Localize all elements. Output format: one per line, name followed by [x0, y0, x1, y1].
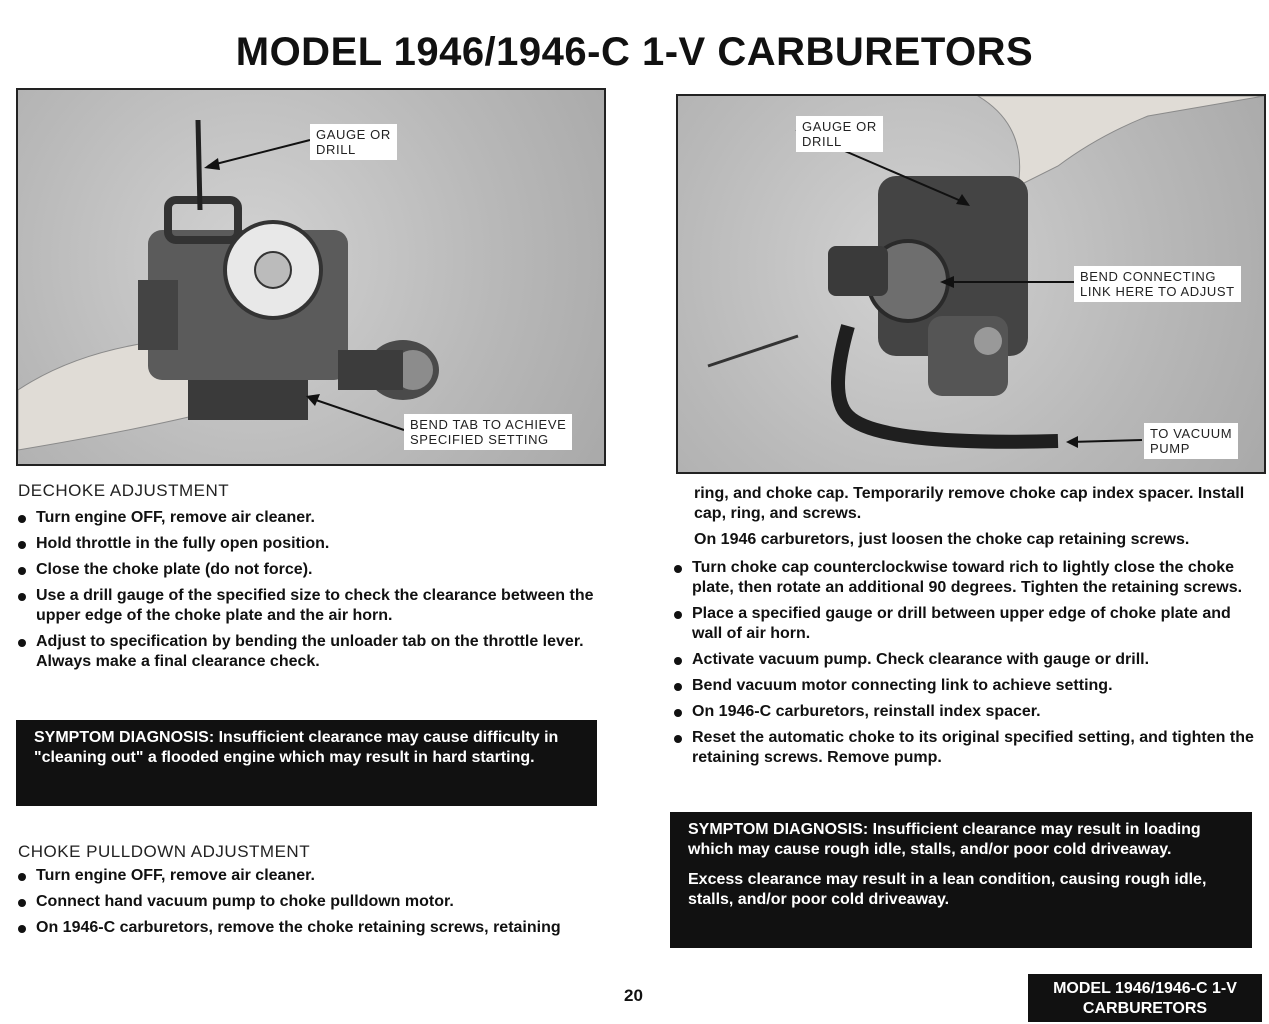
callout-to-vacuum-pump: TO VACUUM PUMP	[1144, 423, 1238, 459]
page-number: 20	[624, 986, 643, 1005]
dechoke-heading: DECHOKE ADJUSTMENT	[18, 481, 230, 500]
pulldown-heading: CHOKE PULLDOWN ADJUSTMENT	[18, 842, 311, 861]
right-carburetor-photo	[676, 94, 1266, 474]
callout-bend-tab: BEND TAB TO ACHIEVE SPECIFIED SETTING	[404, 414, 572, 450]
list-item: Close the choke plate (do not force).	[16, 560, 602, 580]
symptom-diagnosis-box-1: SYMPTOM DIAGNOSIS: Insufficient clearance may cause difficulty in "cleaning out" a flooded engine which may result in hard starting.	[16, 720, 597, 806]
dechoke-steps	[16, 508, 602, 678]
footer-section-tab: MODEL 1946/1946-C 1-V CARBURETORS	[1028, 974, 1262, 1022]
list-item: Place a specified gauge or drill between upper edge of choke plate and wall of air horn.	[672, 604, 1258, 644]
list-item: Adjust to specification by bending the unloader tab on the throttle lever. Always make a final clearance check.	[16, 632, 602, 672]
left-carburetor-photo	[16, 88, 606, 466]
page-title: MODEL 1946/1946-C 1-V CARBURETORS	[235, 30, 1034, 74]
list-item: On 1946-C carburetors, remove the choke retaining screws, retaining	[16, 918, 602, 938]
callout-gauge-or-drill-left: GAUGE OR DRILL	[310, 124, 397, 160]
list-item: Connect hand vacuum pump to choke pulldown motor.	[16, 892, 602, 912]
list-item: Bend vacuum motor connecting link to achieve setting.	[672, 676, 1258, 696]
callout-bend-connecting-link: BEND CONNECTING LINK HERE TO ADJUST	[1074, 266, 1241, 302]
symptom-diagnosis-box-2: SYMPTOM DIAGNOSIS: Insufficient clearance may result in loading which may cause rough idle, stalls, and/or poor cold driveaway. Excess clearance may result in a lean condition, causing rough idle, stalls, and/or poor cold driveaway.	[670, 812, 1252, 948]
pulldown-steps	[16, 866, 602, 944]
list-item: Turn engine OFF, remove air cleaner.	[16, 866, 602, 886]
list-item: Hold throttle in the fully open position.	[16, 534, 602, 554]
callout-gauge-or-drill-right: GAUGE OR DRILL	[796, 116, 883, 152]
pulldown-steps-continued	[672, 558, 1258, 774]
list-item: On 1946-C carburetors, reinstall index spacer.	[672, 702, 1258, 722]
list-item: Use a drill gauge of the specified size to check the clearance between the upper edge of the choke plate and the air horn.	[16, 586, 602, 626]
list-item: Turn engine OFF, remove air cleaner.	[16, 508, 602, 528]
pulldown-continuation: ring, and choke cap. Temporarily remove choke cap index spacer. Install cap, ring, and screws.	[694, 485, 1245, 522]
on-1946-note: On 1946 carburetors, just loosen the choke cap retaining screws.	[694, 531, 1190, 548]
list-item: Activate vacuum pump. Check clearance with gauge or drill.	[672, 650, 1258, 670]
list-item: Turn choke cap counterclockwise toward rich to lightly close the choke plate, then rotate an additional 90 degrees. Tighten the retaining screws.	[672, 558, 1258, 598]
list-item: Reset the automatic choke to its original specified setting, and tighten the retaining screws. Remove pump.	[672, 728, 1258, 768]
